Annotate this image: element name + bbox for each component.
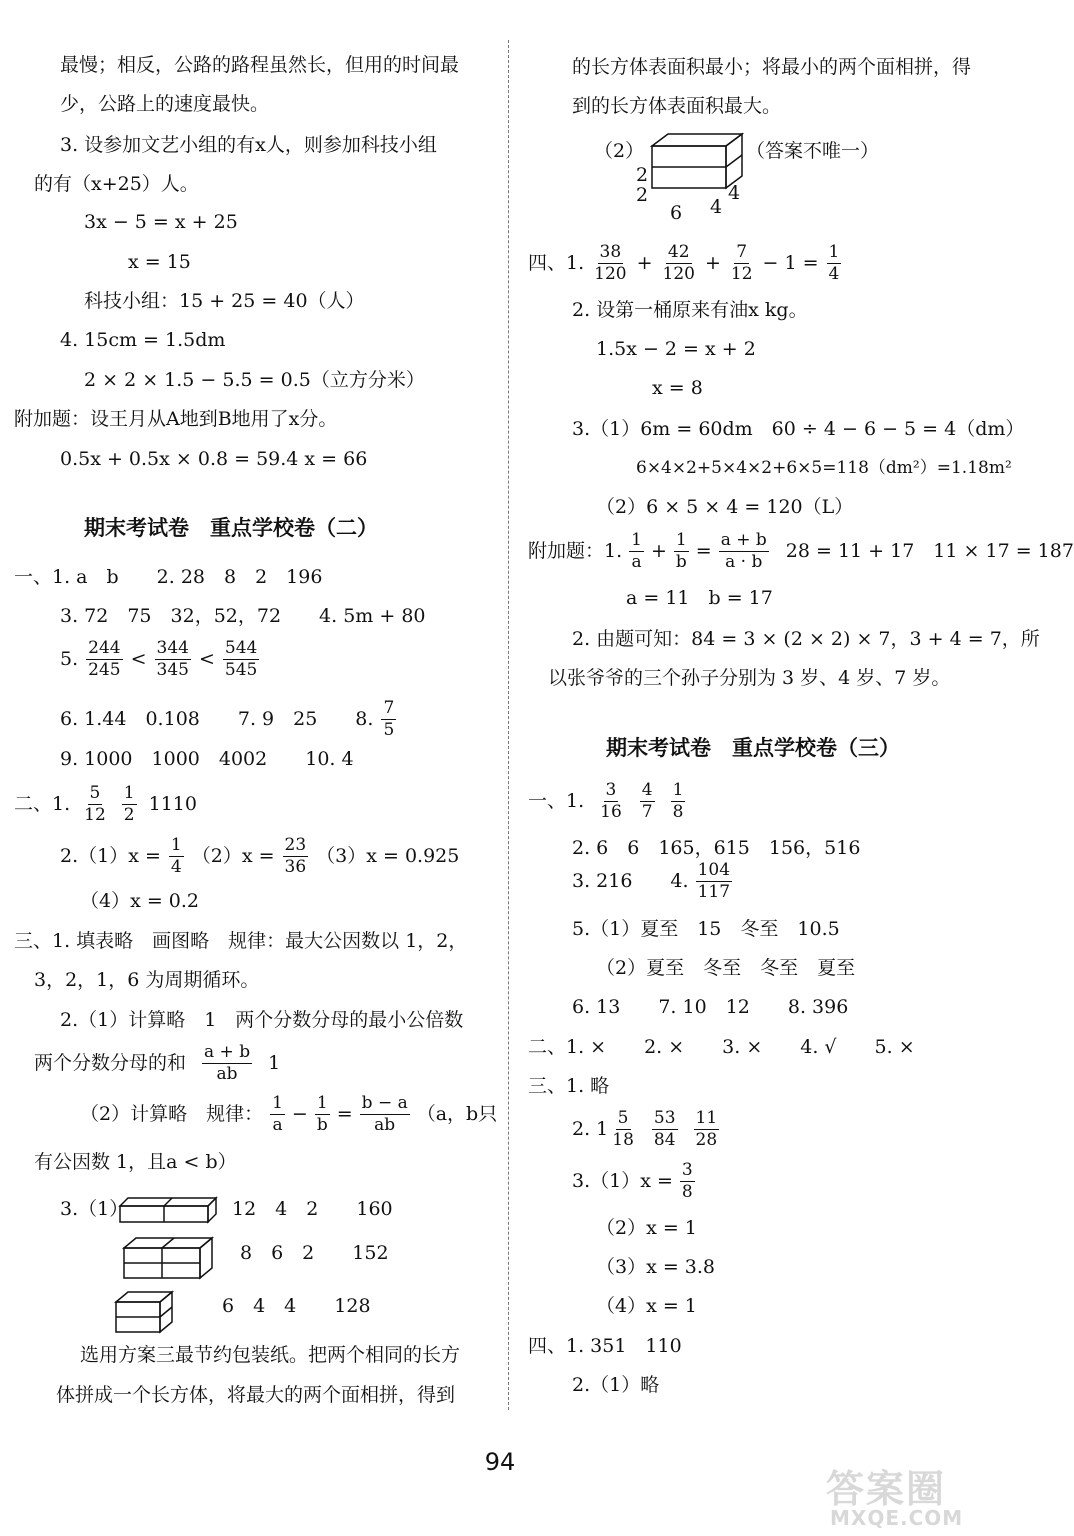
fraction: $\frac{3}{8}$ xyxy=(681,1160,693,1202)
answer-line: 一、1. $\frac{3}{16}$ $\frac{4}{7}$ $\frac{1}{8}$ xyxy=(528,780,684,822)
dimension-label: 4 xyxy=(728,182,741,204)
page-number: 94 xyxy=(484,1448,516,1476)
dimension-label: 6 xyxy=(670,202,683,224)
equation: 3x − 5 = x + 25 xyxy=(84,211,238,233)
text-line: 科技小组：15 + 25 = 40（人） xyxy=(84,290,365,312)
answer-line: 3.（1） xyxy=(60,1198,129,1220)
section-heading: 期末考试卷 重点学校卷（二） xyxy=(84,516,378,540)
text-line: 附加题：设王月从A地到B地用了x分。 xyxy=(14,408,338,430)
fraction: $\frac{53}{84}$ xyxy=(653,1108,676,1150)
watermark-logo: 答案圈 MXQE.COM xyxy=(826,1467,964,1530)
answer-line: a = 11 b = 17 xyxy=(626,587,773,609)
answer-values: 6 4 4 128 xyxy=(222,1295,371,1317)
answer-line: 2.（1）计算略 1 两个分数分母的最小公倍数 xyxy=(60,1009,464,1031)
fraction: $\frac{5}{18}$ xyxy=(612,1108,634,1150)
fraction: $\frac{b - a}{ab}$ xyxy=(361,1093,408,1135)
cuboid-figure-3 xyxy=(114,1290,174,1334)
equation: 1.5x − 2 = x + 2 xyxy=(596,338,756,360)
dimension-label: 2 xyxy=(636,164,649,186)
answer-values: 8 6 2 152 xyxy=(240,1242,389,1264)
answer-line: 5.（1）夏至 15 冬至 10.5 xyxy=(572,918,840,940)
text-line: 到的长方体表面积最大。 xyxy=(572,95,782,117)
fraction: $\frac{7}{5}$ xyxy=(383,698,395,740)
text-line: 4. 15cm = 1.5dm xyxy=(60,329,226,351)
fraction: $\frac{1}{4}$ xyxy=(828,242,840,284)
answer-line: （3）x = 3.8 xyxy=(596,1256,716,1278)
answer-values: 12 4 2 160 xyxy=(232,1198,393,1220)
column-divider xyxy=(508,40,509,1410)
answer-line: 2. 1 $\frac{5}{18}$ $\frac{53}{84}$ $\frac{11}{28}$ xyxy=(572,1108,718,1150)
equation: x = 15 xyxy=(128,251,191,273)
section-heading: 期末考试卷 重点学校卷（三） xyxy=(606,736,900,760)
dimension-label: 2 xyxy=(636,184,649,206)
answer-line: 三、1. 略 xyxy=(528,1075,610,1097)
fraction: $\frac{4}{7}$ xyxy=(641,780,653,822)
fraction: $\frac{344}{345}$ xyxy=(156,638,189,680)
fraction: $\frac{5}{12}$ xyxy=(84,783,106,825)
fraction: $\frac{1}{b}$ xyxy=(316,1093,328,1135)
answer-line: 一、1. a b 2. 28 8 2 196 xyxy=(14,566,323,588)
answer-line: 5. $\frac{244}{245}$ < $\frac{344}{345}$ < $\frac{544}{545}$ xyxy=(60,638,258,680)
text-line: 最慢；相反，公路的路程虽然长，但用的时间最 xyxy=(60,54,460,76)
fraction: $\frac{23}{36}$ xyxy=(284,835,307,877)
answer-line: 二、1. $\frac{5}{12}$ $\frac{1}{2}$ 1110 xyxy=(14,783,197,825)
fraction: $\frac{244}{245}$ xyxy=(88,638,121,680)
true-false-answers: 二、1. × 2. × 3. × 4. √ 5. × xyxy=(528,1036,915,1058)
fraction: $\frac{a + b}{a \cdot b}$ xyxy=(720,530,767,572)
answer-line: 6. 1.44 0.108 7. 9 25 8. $\frac{7}{5}$ xyxy=(60,698,395,740)
equation: x = 8 xyxy=(652,377,703,399)
answer-line: （2）夏至 冬至 冬至 夏至 xyxy=(596,957,856,979)
fraction: $\frac{1}{a}$ xyxy=(272,1093,283,1135)
answer-line: 3. 216 4. $\frac{104}{117}$ xyxy=(572,860,731,902)
answer-line: （2）计算略 规律： $\frac{1}{a}$ − $\frac{1}{b}$ = $\frac{b - a}{ab}$ （a，b只 xyxy=(80,1093,498,1135)
answer-line: 2. 6 6 165，615 156，516 xyxy=(572,837,861,859)
answer-line: （2）x = 1 xyxy=(596,1217,697,1239)
fraction: $\frac{42}{120}$ xyxy=(662,242,695,284)
answer-line: （4）x = 1 xyxy=(596,1295,697,1317)
text-line: 选用方案三最节约包装纸。把两个相同的长方 xyxy=(80,1344,461,1366)
answer-line: 2.（1）略 xyxy=(572,1374,660,1396)
fraction: $\frac{544}{545}$ xyxy=(224,638,258,680)
answer-line: 3，2，1，6 为周期循环。 xyxy=(34,969,260,991)
answer-line: （4）x = 0.2 xyxy=(80,890,200,912)
fraction: $\frac{3}{16}$ xyxy=(600,780,622,822)
dimension-label: 4 xyxy=(710,196,723,218)
answer-line: 3.（1）6m = 60dm 60 ÷ 4 − 6 − 5 = 4（dm） xyxy=(572,418,1025,440)
text-line: 的长方体表面积最小；将最小的两个面相拼，得 xyxy=(572,56,972,78)
answer-line: （2） xyxy=(594,140,645,162)
text-line: 以张爷爷的三个孙子分别为 3 岁、4 岁、7 岁。 xyxy=(548,667,951,689)
fraction: $\frac{7}{12}$ xyxy=(730,242,753,284)
fraction: $\frac{1}{4}$ xyxy=(170,835,182,877)
answer-line: 6. 13 7. 10 12 8. 396 xyxy=(572,996,849,1018)
fraction: $\frac{1}{2}$ xyxy=(123,783,135,825)
answer-line: 9. 1000 1000 4002 10. 4 xyxy=(60,748,354,770)
answer-line: 两个分数分母的和 $\frac{a + b}{ab}$ 1 xyxy=(34,1042,281,1084)
text-line: 的有（x+25）人。 xyxy=(34,173,199,195)
answer-note: （答案不唯一） xyxy=(746,140,880,162)
text-line: 3. 设参加文艺小组的有x人，则参加科技小组 xyxy=(60,134,437,156)
answer-line: 有公因数 1，且a < b） xyxy=(34,1151,237,1173)
answer-line: 2.（1）x = $\frac{1}{4}$ （2）x = $\frac{23}{36}$ （3）x = 0.925 xyxy=(60,835,460,877)
answer-line: 三、1. 填表略 画图略 规律：最大公因数以 1，2， xyxy=(14,930,468,952)
text-line: 2. 由题可知：84 = 3 × (2 × 2) × 7，3 + 4 = 7，所 xyxy=(572,628,1040,650)
fraction: $\frac{1}{8}$ xyxy=(672,780,684,822)
equation: 6×4×2+5×4×2+6×5=118（dm²）=1.18m² xyxy=(636,458,1012,478)
text-line: 体拼成一个长方体，将最大的两个面相拼，得到 xyxy=(56,1384,456,1406)
answer-line: 2. 设第一桶原来有油x kg。 xyxy=(572,299,808,321)
answer-line: 四、1. 351 110 xyxy=(528,1335,682,1357)
fraction: $\frac{a + b}{ab}$ xyxy=(204,1042,251,1084)
fraction: $\frac{104}{117}$ xyxy=(697,860,731,902)
cuboid-figure-2 xyxy=(122,1236,214,1280)
answer-line: 附加题：1. $\frac{1}{a}$ + $\frac{1}{b}$ = $\frac{a + b}{a \cdot b}$ 28 = 11 + 17 11 × 17 = 187 xyxy=(528,530,1074,572)
answer-line: 3. 72 75 32，52，72 4. 5m + 80 xyxy=(60,605,426,627)
cuboid-figure-1 xyxy=(118,1196,218,1224)
equation: 2 × 2 × 1.5 − 5.5 = 0.5（立方分米） xyxy=(84,369,425,391)
text-line: 少，公路上的速度最快。 xyxy=(60,93,270,115)
equation: 0.5x + 0.5x × 0.8 = 59.4 x = 66 xyxy=(60,448,368,470)
fraction: $\frac{38}{120}$ xyxy=(594,242,627,284)
answer-line: 四、1. $\frac{38}{120}$ + $\frac{42}{120}$ + $\frac{7}{12}$ − 1 = $\frac{1}{4}$ xyxy=(528,242,840,284)
fraction: $\frac{11}{28}$ xyxy=(695,1108,718,1150)
answer-line: （2）6 × 5 × 4 = 120（L） xyxy=(596,496,854,518)
fraction: $\frac{1}{b}$ xyxy=(675,530,687,572)
answer-line: 3.（1）x = $\frac{3}{8}$ xyxy=(572,1160,693,1202)
fraction: $\frac{1}{a}$ xyxy=(631,530,642,572)
